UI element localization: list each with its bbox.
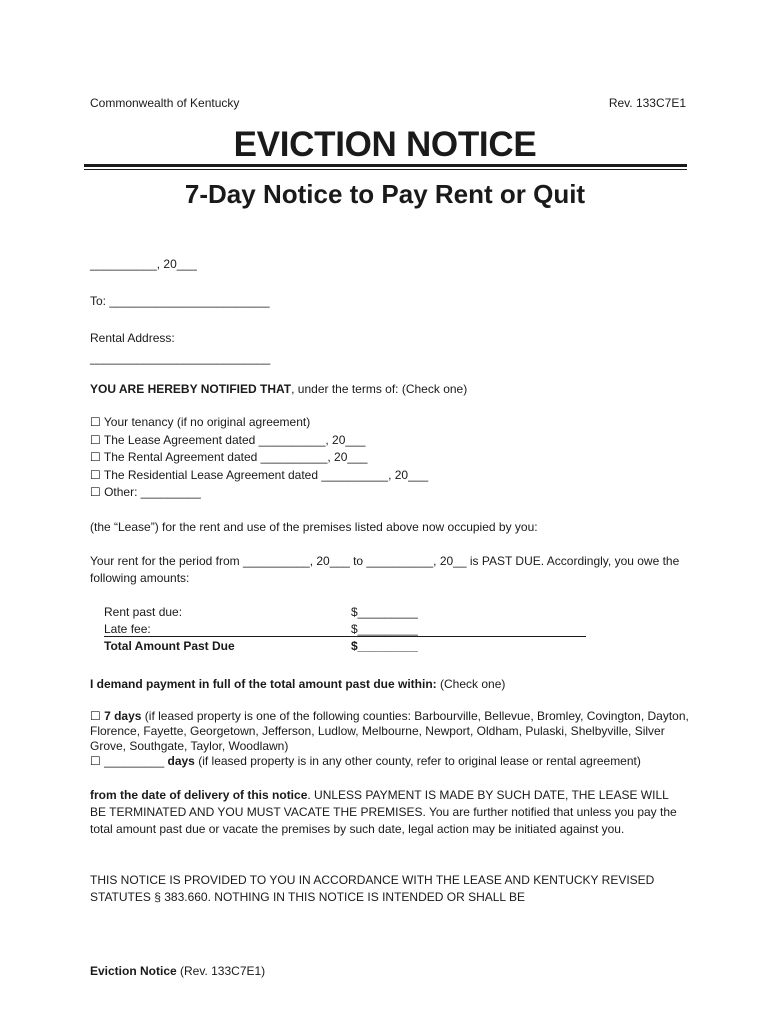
days-rest: (if leased property is in any other county, refer to original lease or rental agreement): [194, 754, 641, 768]
notified-bold: YOU ARE HEREBY NOTIFIED THAT: [90, 382, 292, 396]
option-tenancy: ☐ Your tenancy (if no original agreement): [90, 415, 311, 429]
days-option-seven: [90, 709, 690, 754]
title-rule-thick: [84, 164, 687, 167]
recipient-field: To: ________________________: [90, 294, 270, 308]
agreement-options: [90, 414, 428, 502]
checkbox-prefix: ☐ _________: [90, 754, 168, 768]
state-label: Commonwealth of Kentucky: [90, 96, 240, 110]
option-lease-agreement: ☐ The Lease Agreement dated __________, 20___: [90, 432, 366, 447]
checkbox-prefix: ☐: [90, 709, 105, 723]
page-footer: [90, 963, 265, 979]
amounts-table: [104, 604, 586, 655]
option-residential-lease: ☐ The Residential Lease Agreement dated __________, 20___: [90, 467, 429, 482]
lease-statement: (the “Lease”) for the rent and use of the premises listed above now occupied by you:: [90, 520, 538, 534]
amount-value: $_________: [351, 605, 418, 619]
date-field: __________, 20___: [90, 257, 197, 271]
delivery-bold: from the date of delivery of this notice: [90, 788, 308, 802]
option-rental-agreement: ☐ The Rental Agreement dated __________, 20___: [90, 450, 368, 464]
amounts-rule: [104, 636, 586, 637]
notified-rest: , under the terms of: (Check one): [291, 382, 468, 396]
days-bold: days: [167, 754, 195, 768]
revision-label: Rev. 133C7E1: [608, 96, 686, 110]
days-option-other: [90, 754, 690, 769]
amount-value: $_________: [351, 622, 418, 636]
days-options: [90, 709, 690, 769]
total-label: Total Amount Past Due: [104, 639, 235, 653]
delivery-paragraph: [90, 787, 685, 838]
demand-bold: I demand payment in full of the total amount past due within:: [90, 677, 437, 691]
statute-paragraph: THIS NOTICE IS PROVIDED TO YOU IN ACCORDANCE WITH THE LEASE AND KENTUCKY REVISED STATUTES § 383.660. NOTHING IN THIS NOTICE IS INTENDED OR SHALL BE: [90, 873, 655, 904]
total-value: $_________: [351, 639, 418, 653]
demand-rest: (Check one): [436, 677, 506, 691]
title-rule-thin: [84, 169, 687, 170]
amount-label: Late fee:: [104, 622, 151, 636]
demand-statement: [90, 676, 505, 692]
rental-address-label: Rental Address:: [90, 331, 175, 345]
option-other: ☐ Other: _________: [90, 485, 201, 499]
document-subtitle: 7-Day Notice to Pay Rent or Quit: [184, 179, 586, 209]
days-rest: (if leased property is one of the following counties: Barbourville, Bellevue, Bromley, Covington, Dayton, Florence, Fayette, Georgetown, Jefferson, Ludlow, Melbourne, Newport, Oldham, Pulaski, Shelbyville, Silver Grove, Southgate, Taylor, Woodlawn): [90, 709, 689, 753]
amount-label: Rent past due:: [104, 605, 183, 619]
footer-bold: Eviction Notice: [90, 964, 177, 978]
amount-row-rent: [104, 604, 586, 621]
rental-address-field: ___________________________: [90, 351, 271, 365]
notified-statement: [90, 381, 467, 397]
document-title: EVICTION NOTICE: [233, 125, 537, 164]
days-bold: 7 days: [104, 709, 142, 723]
amount-row-total: [104, 638, 586, 655]
delivery-rest: . UNLESS PAYMENT IS MADE BY SUCH DATE, THE LEASE WILL BE TERMINATED AND YOU MUST VACATE THE PREMISES. You are further notified that unless you pay the total amount past due or vacate the premises by such date, legal action may be initiated against you.: [90, 788, 677, 836]
footer-rest: (Rev. 133C7E1): [176, 964, 266, 978]
rent-period-paragraph: Your rent for the period from __________, 20___ to __________, 20__ is PAST DUE. Accordingly, you owe the following amounts:: [90, 554, 680, 585]
